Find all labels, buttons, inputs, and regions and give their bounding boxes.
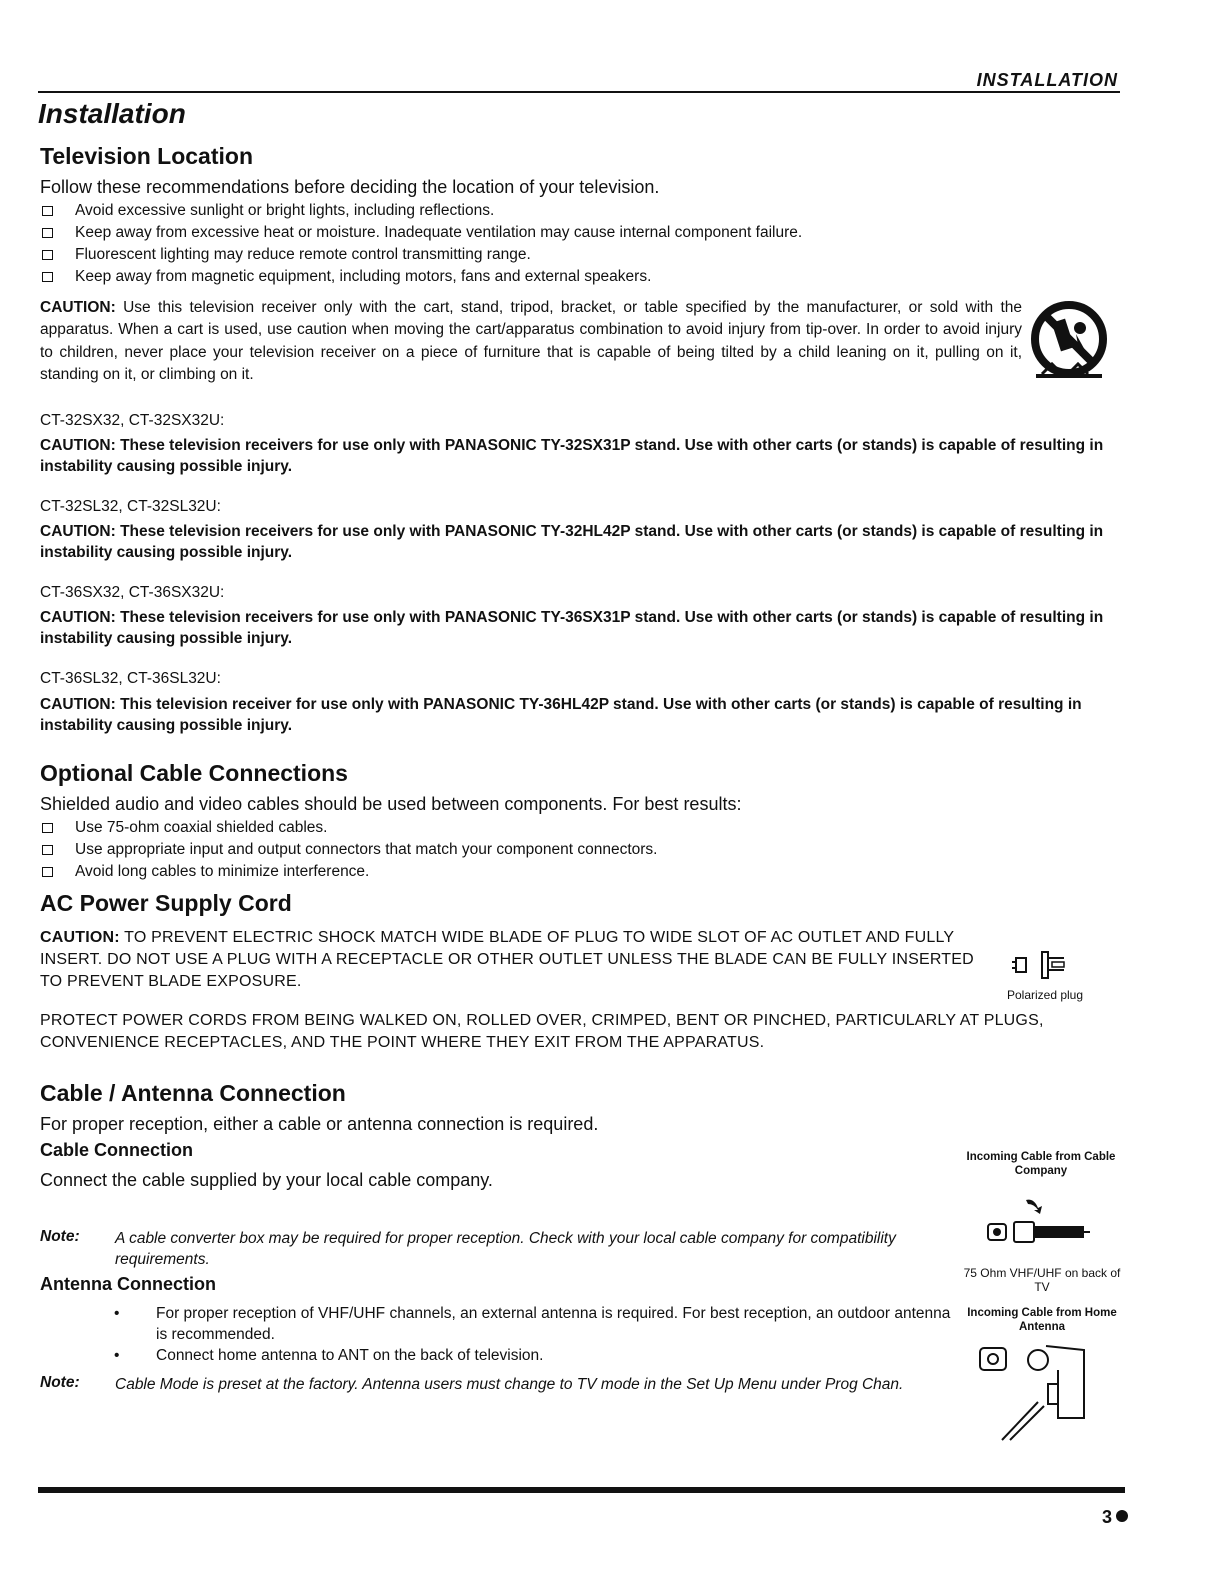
header-rule bbox=[38, 91, 1120, 93]
model-caution: CAUTION: These television receivers for use only with PANASONIC TY-32HL42P stand. Use with other carts (or stands) is capable of resulting in instability causing possible injury. bbox=[40, 523, 1104, 561]
bullet-icon bbox=[1116, 1510, 1128, 1522]
incoming-cable-caption: Incoming Cable from Cable Company bbox=[966, 1151, 1116, 1177]
antenna-connection-heading: Antenna Connection bbox=[40, 1274, 216, 1294]
note-text: A cable converter box may be required for proper reception. Check with your local cable company for compatibility requirements. bbox=[115, 1230, 896, 1268]
ac-power-protect: PROTECT POWER CORDS FROM BEING WALKED ON, ROLLED OVER, CRIMPED, BENT OR PINCHED, PARTICULARLY AT PLUGS, CONVENIENCE RECEPTACLES, AND THE POINT WHERE THEY EXIT FROM THE APPARATUS. bbox=[40, 1012, 1044, 1051]
model-caution: CAUTION: These television receivers for use only with PANASONIC TY-36SX31P stand. Use with other carts (or stands) is capable of resulting in instability causing possible injury. bbox=[40, 609, 1104, 647]
footer-rule bbox=[38, 1487, 1125, 1493]
note-label: Note: bbox=[40, 1374, 80, 1391]
list-item: • Connect home antenna to ANT on the back of television. bbox=[114, 1345, 954, 1366]
page-title: Installation bbox=[38, 98, 186, 129]
list-item: Keep away from magnetic equipment, including motors, fans and external speakers. bbox=[40, 266, 1040, 288]
polarized-plug-icon bbox=[1012, 948, 1068, 982]
cable-connection-text: Connect the cable supplied by your local cable company. bbox=[40, 1170, 493, 1190]
cable-antenna-heading: Cable / Antenna Connection bbox=[40, 1080, 346, 1106]
list-item: Use 75-ohm coaxial shielded cables. bbox=[40, 817, 940, 839]
page-number: 3 bbox=[1101, 1507, 1112, 1527]
running-header: INSTALLATION bbox=[976, 70, 1118, 90]
list-item: Avoid excessive sunlight or bright lights, including reflections. bbox=[40, 200, 1040, 222]
cart-caution bbox=[40, 297, 1022, 387]
cart-tipover-warning-icon bbox=[1028, 300, 1110, 382]
model-label: CT-36SX32, CT-36SX32U: bbox=[40, 584, 225, 601]
note-label: Note: bbox=[40, 1228, 80, 1245]
ac-power-caution bbox=[40, 927, 980, 993]
tv-location-intro: Follow these recommendations before deciding the location of your television. bbox=[40, 177, 660, 197]
incoming-antenna-caption: Incoming Cable from Home Antenna bbox=[967, 1307, 1117, 1333]
polarized-plug-caption: Polarized plug bbox=[1006, 988, 1084, 1002]
list-item: Use appropriate input and output connectors that match your component connectors. bbox=[40, 839, 940, 861]
model-label: CT-32SL32, CT-32SL32U: bbox=[40, 498, 221, 515]
optional-cable-list bbox=[40, 817, 940, 883]
list-item: Keep away from excessive heat or moisture. Inadequate ventilation may cause internal component failure. bbox=[40, 222, 1040, 244]
model-caution: CAUTION: These television receivers for use only with PANASONIC TY-32SX31P stand. Use with other carts (or stands) is capable of resulting in instability causing possible injury. bbox=[40, 437, 1104, 475]
ohm-caption: 75 Ohm VHF/UHF on back of TV bbox=[963, 1266, 1121, 1294]
antenna-list bbox=[114, 1303, 954, 1366]
antenna-connector-icon bbox=[972, 1340, 1092, 1446]
optional-cable-heading: Optional Cable Connections bbox=[40, 760, 348, 786]
cable-connection-heading: Cable Connection bbox=[40, 1140, 194, 1160]
tv-location-heading: Television Location bbox=[40, 143, 253, 169]
model-label: CT-32SX32, CT-32SX32U: bbox=[40, 412, 225, 429]
list-item: Avoid long cables to minimize interference. bbox=[40, 861, 940, 883]
model-label: CT-36SL32, CT-36SL32U: bbox=[40, 670, 221, 687]
caution-text: Use this television receiver only with the cart, stand, tripod, bracket, or table specified by the manufacturer, or sold with the apparatus. When a cart is used, use caution when moving the cart/apparatus combination to avoid injury from tip-over. In order to avoid injury to children, never place your television receiver on a piece of furniture that is capable of being tilted by a child leaning on it, pulling on it, standing on it, or climbing on it. bbox=[40, 299, 1022, 384]
optional-cable-intro: Shielded audio and video cables should be used between components. For best results: bbox=[40, 794, 742, 814]
model-caution: CAUTION: This television receiver for use only with PANASONIC TY-36HL42P stand. Use with other carts (or stands) is capable of resulting in instability causing possible injury. bbox=[40, 696, 1082, 734]
ac-power-heading: AC Power Supply Cord bbox=[40, 890, 292, 916]
cable-antenna-intro: For proper reception, either a cable or antenna connection is required. bbox=[40, 1114, 599, 1134]
list-item: Fluorescent lighting may reduce remote control transmitting range. bbox=[40, 244, 1040, 266]
caution-label: CAUTION: bbox=[40, 299, 116, 316]
caution-text: TO PREVENT ELECTRIC SHOCK MATCH WIDE BLADE OF PLUG TO WIDE SLOT OF AC OUTLET AND FULLY INSERT. DO NOT USE A PLUG WITH A RECEPTACLE OR OTHER OUTLET UNLESS THE BLADE CAN BE FULLY INSERTED TO PREVENT BLADE EXPOSURE. bbox=[40, 929, 974, 990]
cable-connector-icon bbox=[982, 1198, 1092, 1250]
list-item: • For proper reception of VHF/UHF channels, an external antenna is required. For best reception, an outdoor antenna is recommended. bbox=[114, 1303, 954, 1345]
caution-label: CAUTION: bbox=[40, 929, 120, 946]
note-text: Cable Mode is preset at the factory. Antenna users must change to TV mode in the Set Up Menu under Prog Chan. bbox=[115, 1376, 904, 1393]
tv-location-list bbox=[40, 200, 1040, 288]
